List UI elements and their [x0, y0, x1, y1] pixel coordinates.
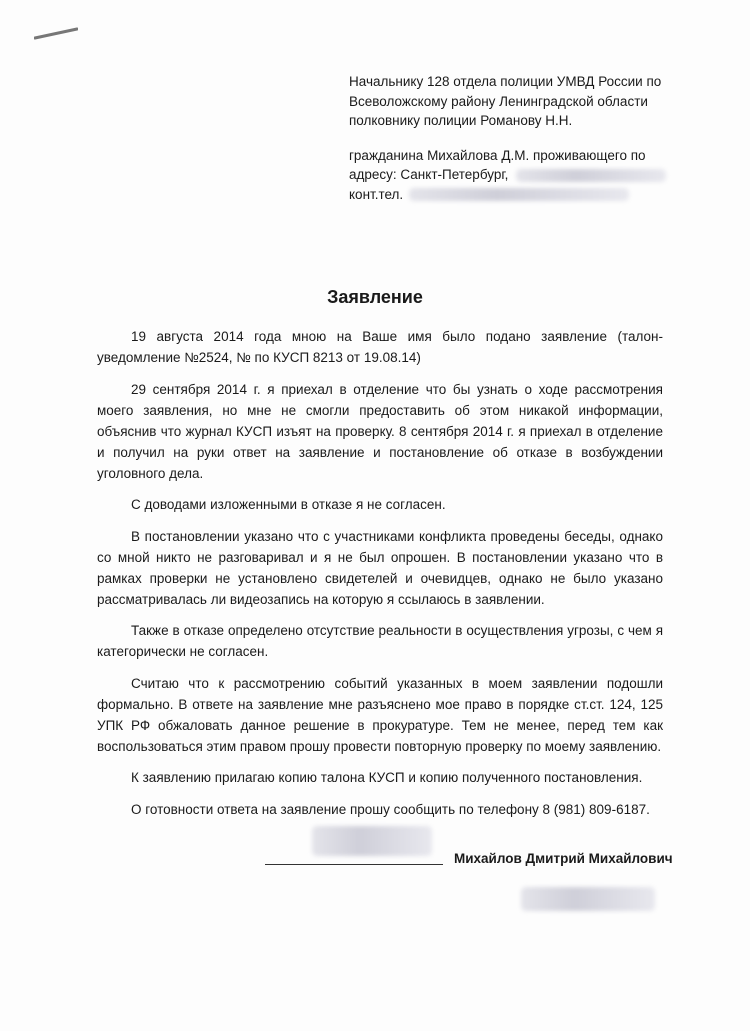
signer-name: Михайлов Дмитрий Михайлович — [454, 851, 673, 866]
sender-line-1: гражданина Михайлова Д.М. проживающего по — [349, 147, 646, 163]
paragraph-1: 19 августа 2014 года мною на Ваше имя было подано заявление (талон-уведомление №2524, № по КУСП 8213 от 19.08.14) — [97, 329, 663, 365]
signature-line — [265, 864, 443, 865]
sender-address-prefix: адресу: Санкт-Петербург, — [349, 167, 509, 182]
paragraph-6: Считаю что к рассмотрению событий указанных в моем заявлении подошли формально. В ответе на заявление мне разъяснено мое право в порядке ст.ст. 124, 125 УПК РФ обжаловать данное решение в прокуратуре. Тем не менее, перед тем как воспользоваться этим правом прошу провести повторную проверку по моему заявлению. — [97, 675, 663, 754]
sender-phone-prefix: конт.тел. — [349, 186, 404, 202]
redacted-date — [521, 887, 655, 911]
redacted-phone — [409, 188, 629, 201]
redacted-signature — [312, 826, 432, 856]
addressee-line-3: полковнику полиции Романову Н.Н. — [349, 113, 573, 128]
redacted-address — [516, 169, 666, 182]
sender-address-line — [349, 165, 669, 185]
paragraph-5: Также в отказе определено отсутствие реальности в осуществления угрозы, с чем я категорически не согласен. — [97, 623, 663, 659]
statement-body — [97, 326, 663, 830]
sender-phone-line — [349, 185, 669, 205]
paragraph-4: В постановлении указано что с участниками конфликта проведены беседы, однако со мной никто не разговаривал и я не был опрошен. В постановлении указано что в рамках проверки не установлено свидетелей и очевидцев, однако не было указано рассматривалась ли видеозапись на которую я ссылаюсь в заявлении. — [97, 528, 663, 607]
document-title: Заявление — [327, 287, 423, 307]
paragraph-3: С доводами изложенными в отказе я не согласен. — [131, 497, 446, 512]
paragraph-8: О готовности ответа на заявление прошу сообщить по телефону 8 (981) 809-6187. — [131, 801, 650, 817]
addressee-line-2: Всеволожскому району Ленинградской области — [349, 93, 648, 109]
addressee-block — [349, 72, 669, 204]
paragraph-7: К заявлению прилагаю копию талона КУСП и копию полученного постановления. — [131, 770, 643, 785]
addressee-line-1: Начальнику 128 отдела полиции УМВД России по — [349, 74, 662, 89]
paragraph-2: 29 сентября 2014 г. я приехал в отделение что бы узнать о ходе рассмотрения моего заявления, но мне не смогли предоставить об этом никакой информации, объяснив что журнал КУСП изъят на проверку. 8 сентября 2014 г. я приехал в отделение и получил на руки ответ на заявление и постановление об отказе в возбуждении уголовного дела. — [97, 381, 663, 481]
pen-stroke-mark — [34, 26, 78, 40]
